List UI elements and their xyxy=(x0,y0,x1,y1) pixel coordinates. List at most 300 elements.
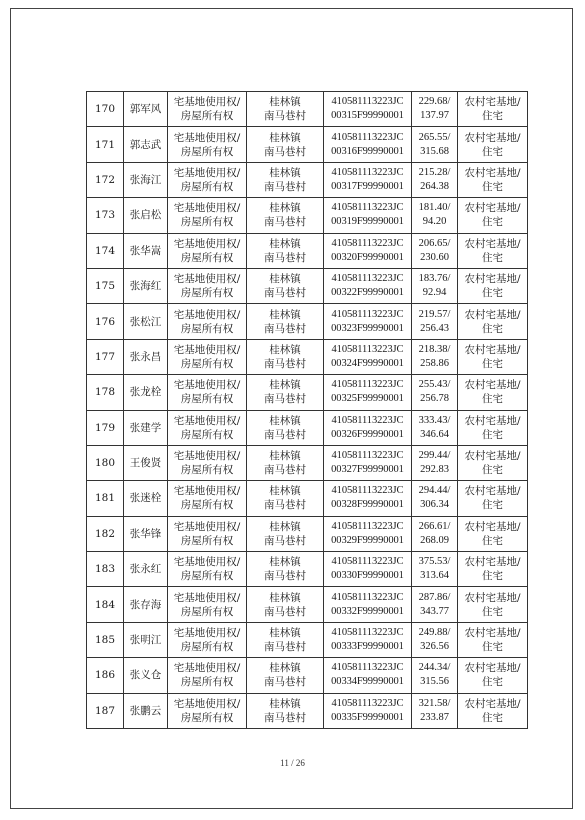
owner-name-cell: 张明江 xyxy=(124,622,168,657)
usage-cell xyxy=(458,516,528,551)
right-type-line: 宅基地使用权/ xyxy=(173,520,241,533)
right-type-line: 房屋所有权 xyxy=(180,499,234,512)
right-type-line: 宅基地使用权/ xyxy=(173,131,241,144)
row-number-cell: 179 xyxy=(87,410,124,445)
location-line: 南马巷村 xyxy=(264,641,306,654)
row-number-cell: 170 xyxy=(87,92,124,127)
row-number-cell: 171 xyxy=(87,127,124,162)
owner-name-cell: 张义仓 xyxy=(124,658,168,693)
usage-line: 住宅 xyxy=(482,570,503,583)
table-row xyxy=(87,304,528,339)
location-cell xyxy=(247,552,324,587)
location-line: 桂林镇 xyxy=(269,237,301,250)
location-cell xyxy=(247,304,324,339)
unit-code-cell xyxy=(324,233,412,268)
area-cell xyxy=(412,481,458,516)
table-row xyxy=(87,693,528,728)
usage-line: 农村宅基地/ xyxy=(464,485,521,498)
location-line: 桂林镇 xyxy=(269,697,301,710)
unit-code-line: 410581113223JC xyxy=(331,520,404,532)
location-line: 桂林镇 xyxy=(269,450,301,463)
area-line: 256.78 xyxy=(420,393,449,405)
right-type-line: 宅基地使用权/ xyxy=(173,343,241,356)
area-line: 306.34 xyxy=(420,499,449,511)
owner-name-cell: 张松江 xyxy=(124,304,168,339)
usage-line: 农村宅基地/ xyxy=(464,627,521,640)
right-type-line: 房屋所有权 xyxy=(180,357,234,370)
unit-code-line: 410581113223JC xyxy=(331,414,404,426)
location-cell xyxy=(247,198,324,233)
location-line: 桂林镇 xyxy=(269,379,301,392)
usage-line: 住宅 xyxy=(482,534,503,547)
table-row xyxy=(87,375,528,410)
location-cell xyxy=(247,481,324,516)
location-line: 桂林镇 xyxy=(269,96,301,109)
right-type-line: 房屋所有权 xyxy=(180,534,234,547)
area-line: 266.61/ xyxy=(418,520,451,532)
right-type-cell xyxy=(168,162,247,197)
area-cell xyxy=(412,693,458,728)
right-type-cell xyxy=(168,445,247,480)
unit-code-line: 00328F99990001 xyxy=(331,499,404,511)
right-type-line: 房屋所有权 xyxy=(180,180,234,193)
unit-code-cell xyxy=(324,339,412,374)
right-type-line: 宅基地使用权/ xyxy=(173,273,241,286)
right-type-line: 房屋所有权 xyxy=(180,110,234,123)
usage-cell xyxy=(458,162,528,197)
right-type-line: 宅基地使用权/ xyxy=(173,414,241,427)
row-number-cell: 174 xyxy=(87,233,124,268)
unit-code-line: 410581113223JC xyxy=(331,343,404,355)
area-cell xyxy=(412,233,458,268)
location-line: 桂林镇 xyxy=(269,131,301,144)
right-type-cell xyxy=(168,516,247,551)
location-line: 南马巷村 xyxy=(264,570,306,583)
area-cell xyxy=(412,268,458,303)
location-line: 南马巷村 xyxy=(264,322,306,335)
unit-code-line: 410581113223JC xyxy=(331,273,404,285)
right-type-line: 宅基地使用权/ xyxy=(173,627,241,640)
right-type-line: 房屋所有权 xyxy=(180,322,234,335)
usage-line: 住宅 xyxy=(482,711,503,724)
area-line: 287.86/ xyxy=(418,591,451,603)
right-type-line: 宅基地使用权/ xyxy=(173,450,241,463)
unit-code-cell xyxy=(324,693,412,728)
right-type-line: 房屋所有权 xyxy=(180,145,234,158)
unit-code-cell xyxy=(324,481,412,516)
unit-code-cell xyxy=(324,375,412,410)
area-line: 292.83 xyxy=(420,464,449,476)
location-line: 桂林镇 xyxy=(269,166,301,179)
right-type-line: 宅基地使用权/ xyxy=(173,485,241,498)
usage-line: 住宅 xyxy=(482,428,503,441)
unit-code-line: 00317F99990001 xyxy=(331,180,404,192)
area-line: 230.60 xyxy=(420,251,449,263)
area-cell xyxy=(412,162,458,197)
area-line: 233.87 xyxy=(420,711,449,723)
area-cell xyxy=(412,516,458,551)
area-line: 315.56 xyxy=(420,676,449,688)
unit-code-cell xyxy=(324,445,412,480)
usage-line: 农村宅基地/ xyxy=(464,343,521,356)
usage-cell xyxy=(458,127,528,162)
area-line: 321.58/ xyxy=(418,697,451,709)
unit-code-line: 410581113223JC xyxy=(331,131,404,143)
row-number-cell: 182 xyxy=(87,516,124,551)
area-cell xyxy=(412,658,458,693)
unit-code-cell xyxy=(324,304,412,339)
row-number-cell: 178 xyxy=(87,375,124,410)
right-type-line: 房屋所有权 xyxy=(180,641,234,654)
area-line: 313.64 xyxy=(420,570,449,582)
right-type-line: 房屋所有权 xyxy=(180,676,234,689)
usage-line: 农村宅基地/ xyxy=(464,697,521,710)
location-cell xyxy=(247,587,324,622)
unit-code-line: 00325F99990001 xyxy=(331,393,404,405)
area-line: 268.09 xyxy=(420,534,449,546)
usage-cell xyxy=(458,268,528,303)
owner-name-cell: 张迷栓 xyxy=(124,481,168,516)
location-line: 南马巷村 xyxy=(264,499,306,512)
location-line: 南马巷村 xyxy=(264,357,306,370)
unit-code-line: 410581113223JC xyxy=(331,662,404,674)
usage-line: 住宅 xyxy=(482,393,503,406)
owner-name-cell: 张鹏云 xyxy=(124,693,168,728)
right-type-line: 房屋所有权 xyxy=(180,287,234,300)
area-line: 94.20 xyxy=(422,216,447,228)
location-line: 南马巷村 xyxy=(264,251,306,264)
right-type-line: 宅基地使用权/ xyxy=(173,662,241,675)
row-number-cell: 181 xyxy=(87,481,124,516)
unit-code-line: 410581113223JC xyxy=(331,379,404,391)
right-type-cell xyxy=(168,375,247,410)
owner-name-cell: 张启松 xyxy=(124,198,168,233)
right-type-line: 房屋所有权 xyxy=(180,605,234,618)
area-line: 183.76/ xyxy=(418,273,451,285)
area-cell xyxy=(412,92,458,127)
owner-name-cell: 张建学 xyxy=(124,410,168,445)
unit-code-line: 00333F99990001 xyxy=(331,641,404,653)
usage-cell xyxy=(458,552,528,587)
right-type-cell xyxy=(168,92,247,127)
owner-name-cell: 王俊贤 xyxy=(124,445,168,480)
right-type-cell xyxy=(168,622,247,657)
area-line: 315.68 xyxy=(420,145,449,157)
location-cell xyxy=(247,693,324,728)
usage-line: 住宅 xyxy=(482,287,503,300)
location-line: 南马巷村 xyxy=(264,428,306,441)
area-cell xyxy=(412,127,458,162)
row-number-cell: 177 xyxy=(87,339,124,374)
location-line: 南马巷村 xyxy=(264,393,306,406)
right-type-cell xyxy=(168,304,247,339)
location-line: 桂林镇 xyxy=(269,202,301,215)
area-cell xyxy=(412,198,458,233)
location-line: 南马巷村 xyxy=(264,180,306,193)
usage-line: 农村宅基地/ xyxy=(464,556,521,569)
unit-code-line: 410581113223JC xyxy=(331,308,404,320)
table-row xyxy=(87,127,528,162)
location-cell xyxy=(247,268,324,303)
owner-name-cell: 张存海 xyxy=(124,587,168,622)
location-cell xyxy=(247,339,324,374)
table-row xyxy=(87,552,528,587)
area-line: 265.55/ xyxy=(418,131,451,143)
usage-line: 农村宅基地/ xyxy=(464,166,521,179)
row-number-cell: 172 xyxy=(87,162,124,197)
usage-line: 农村宅基地/ xyxy=(464,662,521,675)
unit-code-line: 00326F99990001 xyxy=(331,428,404,440)
area-line: 137.97 xyxy=(420,110,449,122)
usage-line: 农村宅基地/ xyxy=(464,591,521,604)
unit-code-cell xyxy=(324,268,412,303)
usage-line: 住宅 xyxy=(482,145,503,158)
location-line: 南马巷村 xyxy=(264,676,306,689)
right-type-line: 宅基地使用权/ xyxy=(173,556,241,569)
area-line: 326.56 xyxy=(420,641,449,653)
area-line: 249.88/ xyxy=(418,627,451,639)
area-cell xyxy=(412,587,458,622)
unit-code-cell xyxy=(324,92,412,127)
right-type-cell xyxy=(168,693,247,728)
location-line: 桂林镇 xyxy=(269,591,301,604)
usage-line: 住宅 xyxy=(482,464,503,477)
row-number-cell: 184 xyxy=(87,587,124,622)
location-cell xyxy=(247,92,324,127)
right-type-line: 房屋所有权 xyxy=(180,711,234,724)
right-type-cell xyxy=(168,587,247,622)
document-page xyxy=(10,8,573,809)
usage-cell xyxy=(458,693,528,728)
area-line: 215.28/ xyxy=(418,166,451,178)
property-registry-table xyxy=(86,91,528,729)
unit-code-line: 00329F99990001 xyxy=(331,534,404,546)
area-line: 181.40/ xyxy=(418,202,451,214)
unit-code-line: 00335F99990001 xyxy=(331,711,404,723)
usage-line: 农村宅基地/ xyxy=(464,308,521,321)
area-line: 258.86 xyxy=(420,357,449,369)
location-line: 南马巷村 xyxy=(264,464,306,477)
usage-cell xyxy=(458,375,528,410)
right-type-line: 宅基地使用权/ xyxy=(173,166,241,179)
location-cell xyxy=(247,162,324,197)
right-type-cell xyxy=(168,233,247,268)
owner-name-cell: 郭军风 xyxy=(124,92,168,127)
unit-code-line: 00332F99990001 xyxy=(331,605,404,617)
row-number-cell: 187 xyxy=(87,693,124,728)
area-line: 333.43/ xyxy=(418,414,451,426)
location-cell xyxy=(247,516,324,551)
table-row xyxy=(87,622,528,657)
right-type-cell xyxy=(168,339,247,374)
unit-code-cell xyxy=(324,622,412,657)
usage-line: 住宅 xyxy=(482,110,503,123)
area-line: 375.53/ xyxy=(418,556,451,568)
right-type-cell xyxy=(168,410,247,445)
table-row xyxy=(87,410,528,445)
location-cell xyxy=(247,233,324,268)
location-cell xyxy=(247,658,324,693)
area-line: 343.77 xyxy=(420,605,449,617)
owner-name-cell: 郭志武 xyxy=(124,127,168,162)
unit-code-line: 00315F99990001 xyxy=(331,110,404,122)
location-line: 南马巷村 xyxy=(264,145,306,158)
row-number-cell: 176 xyxy=(87,304,124,339)
unit-code-line: 410581113223JC xyxy=(331,202,404,214)
area-line: 294.44/ xyxy=(418,485,451,497)
right-type-cell xyxy=(168,127,247,162)
usage-cell xyxy=(458,339,528,374)
usage-cell xyxy=(458,198,528,233)
usage-cell xyxy=(458,445,528,480)
unit-code-line: 00324F99990001 xyxy=(331,357,404,369)
usage-line: 住宅 xyxy=(482,605,503,618)
unit-code-line: 00323F99990001 xyxy=(331,322,404,334)
right-type-line: 宅基地使用权/ xyxy=(173,96,241,109)
area-line: 264.38 xyxy=(420,180,449,192)
location-line: 桂林镇 xyxy=(269,273,301,286)
location-line: 桂林镇 xyxy=(269,627,301,640)
area-cell xyxy=(412,375,458,410)
location-line: 南马巷村 xyxy=(264,216,306,229)
location-cell xyxy=(247,410,324,445)
row-number-cell: 173 xyxy=(87,198,124,233)
unit-code-line: 00322F99990001 xyxy=(331,287,404,299)
usage-cell xyxy=(458,481,528,516)
area-line: 256.43 xyxy=(420,322,449,334)
table-row xyxy=(87,162,528,197)
usage-line: 农村宅基地/ xyxy=(464,273,521,286)
unit-code-cell xyxy=(324,587,412,622)
owner-name-cell: 张华嵩 xyxy=(124,233,168,268)
usage-line: 住宅 xyxy=(482,357,503,370)
owner-name-cell: 张永昌 xyxy=(124,339,168,374)
right-type-cell xyxy=(168,552,247,587)
row-number-cell: 186 xyxy=(87,658,124,693)
unit-code-line: 00330F99990001 xyxy=(331,570,404,582)
usage-line: 农村宅基地/ xyxy=(464,237,521,250)
area-line: 92.94 xyxy=(422,287,447,299)
usage-line: 农村宅基地/ xyxy=(464,131,521,144)
location-line: 南马巷村 xyxy=(264,110,306,123)
usage-line: 住宅 xyxy=(482,499,503,512)
area-line: 229.68/ xyxy=(418,96,451,108)
area-cell xyxy=(412,622,458,657)
unit-code-line: 410581113223JC xyxy=(331,237,404,249)
usage-cell xyxy=(458,622,528,657)
unit-code-line: 410581113223JC xyxy=(331,450,404,462)
location-line: 桂林镇 xyxy=(269,485,301,498)
unit-code-line: 00320F99990001 xyxy=(331,251,404,263)
usage-line: 住宅 xyxy=(482,251,503,264)
right-type-line: 房屋所有权 xyxy=(180,216,234,229)
unit-code-cell xyxy=(324,127,412,162)
right-type-cell xyxy=(168,658,247,693)
table-row xyxy=(87,658,528,693)
right-type-line: 宅基地使用权/ xyxy=(173,202,241,215)
table-row xyxy=(87,339,528,374)
area-line: 219.57/ xyxy=(418,308,451,320)
unit-code-cell xyxy=(324,658,412,693)
owner-name-cell: 张华锋 xyxy=(124,516,168,551)
row-number-cell: 183 xyxy=(87,552,124,587)
unit-code-line: 410581113223JC xyxy=(331,166,404,178)
usage-cell xyxy=(458,304,528,339)
unit-code-line: 410581113223JC xyxy=(331,485,404,497)
table-row xyxy=(87,268,528,303)
area-line: 299.44/ xyxy=(418,450,451,462)
usage-line: 住宅 xyxy=(482,322,503,335)
usage-cell xyxy=(458,233,528,268)
area-cell xyxy=(412,410,458,445)
usage-line: 住宅 xyxy=(482,641,503,654)
location-line: 桂林镇 xyxy=(269,662,301,675)
table-row xyxy=(87,198,528,233)
usage-line: 农村宅基地/ xyxy=(464,202,521,215)
row-number-cell: 175 xyxy=(87,268,124,303)
unit-code-cell xyxy=(324,198,412,233)
usage-line: 农村宅基地/ xyxy=(464,450,521,463)
table-row xyxy=(87,92,528,127)
location-line: 桂林镇 xyxy=(269,308,301,321)
location-line: 南马巷村 xyxy=(264,711,306,724)
usage-line: 农村宅基地/ xyxy=(464,414,521,427)
location-line: 南马巷村 xyxy=(264,287,306,300)
area-line: 244.34/ xyxy=(418,662,451,674)
right-type-line: 房屋所有权 xyxy=(180,428,234,441)
table-row xyxy=(87,233,528,268)
location-cell xyxy=(247,375,324,410)
unit-code-cell xyxy=(324,516,412,551)
right-type-cell xyxy=(168,481,247,516)
location-cell xyxy=(247,127,324,162)
usage-line: 农村宅基地/ xyxy=(464,520,521,533)
right-type-cell xyxy=(168,268,247,303)
location-line: 南马巷村 xyxy=(264,605,306,618)
unit-code-cell xyxy=(324,162,412,197)
location-line: 桂林镇 xyxy=(269,556,301,569)
right-type-line: 宅基地使用权/ xyxy=(173,697,241,710)
area-cell xyxy=(412,445,458,480)
area-cell xyxy=(412,304,458,339)
owner-name-cell: 张海红 xyxy=(124,268,168,303)
unit-code-line: 00327F99990001 xyxy=(331,464,404,476)
unit-code-line: 410581113223JC xyxy=(331,697,404,709)
table-row xyxy=(87,445,528,480)
unit-code-line: 00316F99990001 xyxy=(331,145,404,157)
area-line: 255.43/ xyxy=(418,379,451,391)
owner-name-cell: 张永红 xyxy=(124,552,168,587)
usage-cell xyxy=(458,410,528,445)
location-line: 桂林镇 xyxy=(269,520,301,533)
usage-line: 住宅 xyxy=(482,180,503,193)
unit-code-line: 00334F99990001 xyxy=(331,676,404,688)
area-line: 206.65/ xyxy=(418,237,451,249)
right-type-line: 房屋所有权 xyxy=(180,393,234,406)
right-type-line: 宅基地使用权/ xyxy=(173,237,241,250)
location-line: 桂林镇 xyxy=(269,414,301,427)
right-type-cell xyxy=(168,198,247,233)
usage-cell xyxy=(458,587,528,622)
area-cell xyxy=(412,552,458,587)
usage-cell xyxy=(458,92,528,127)
row-number-cell: 185 xyxy=(87,622,124,657)
unit-code-line: 00319F99990001 xyxy=(331,216,404,228)
right-type-line: 房屋所有权 xyxy=(180,251,234,264)
right-type-line: 宅基地使用权/ xyxy=(173,308,241,321)
usage-cell xyxy=(458,658,528,693)
table-row xyxy=(87,587,528,622)
